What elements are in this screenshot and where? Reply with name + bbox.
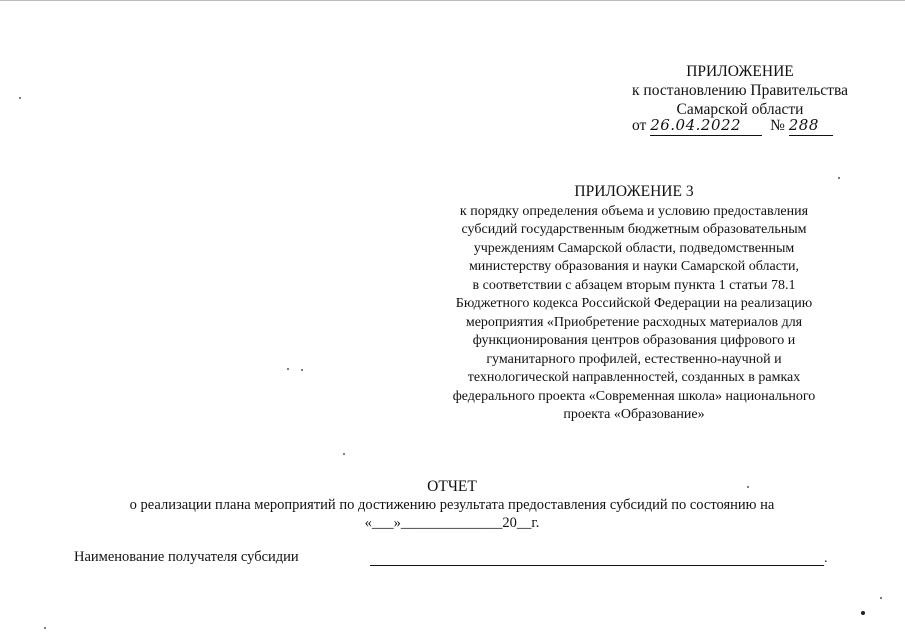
approval-title: ПРИЛОЖЕНИЕ: [686, 63, 794, 80]
report-title: ОТЧЕТ: [427, 478, 477, 495]
number-prefix: №: [770, 117, 785, 134]
scan-speck: [301, 369, 303, 371]
appendix3-title: ПРИЛОЖЕНИЕ 3: [574, 183, 694, 200]
scan-speck: [287, 368, 289, 370]
appendix3-line: к порядку определения объема и условию предоставления: [459, 203, 809, 219]
appendix3-line: учреждениям Самарской области, подведомственным: [473, 240, 795, 256]
appendix3-line: функционирования центров образования цифрового и: [472, 333, 796, 348]
scan-speck: [861, 611, 865, 615]
appendix3-line: технологической направленностей, созданных в рамках: [467, 370, 801, 385]
number-handwritten: 288: [788, 116, 819, 134]
approval-block: [560, 62, 905, 119]
appendix3-line: федерального проекта «Современная школа» национального: [452, 388, 816, 404]
number-field: [789, 116, 833, 136]
appendix3-line: министерству образования и науки Самарской области,: [468, 259, 800, 274]
appendix3-line: субсидий государственным бюджетным образовательным: [461, 222, 807, 237]
appendix3-line: гуманитарного профилей, естественно-научной и: [486, 351, 782, 367]
scan-speck: [343, 453, 345, 455]
approval-date-row: [632, 116, 833, 136]
date-prefix: от: [632, 117, 647, 134]
scan-speck: [747, 486, 749, 488]
scan-speck: [19, 97, 21, 99]
appendix3-block: [434, 183, 834, 425]
appendix3-line: мероприятия «Приобретение расходных материалов для: [465, 314, 803, 330]
date-field: [650, 116, 762, 136]
approval-line2: Самарской области: [676, 101, 804, 118]
appendix3-line: в соответствии с абзацем вторым пункта 1 статьи 78.1: [472, 277, 796, 293]
scan-speck: [880, 597, 882, 599]
recipient-label: Наименование получателя субсидии: [74, 549, 299, 565]
appendix3-line: проекта «Образование»: [563, 407, 705, 422]
date-handwritten: 26.04.2022: [650, 116, 742, 134]
top-edge-line: [0, 0, 905, 1]
recipient-underline: [370, 565, 824, 566]
approval-line1: к постановлению Правительства: [632, 82, 848, 99]
scan-speck: [838, 177, 840, 179]
appendix3-line: Бюджетного кодекса Российской Федерации на реализацию: [455, 296, 813, 311]
report-subtitle: о реализации плана мероприятий по достижению результата предоставления субсидий по состоянию на: [129, 497, 775, 513]
report-date-line: «___»______________20__г.: [364, 515, 540, 531]
recipient-end-dot: .: [824, 551, 828, 566]
scan-speck: [44, 627, 46, 629]
